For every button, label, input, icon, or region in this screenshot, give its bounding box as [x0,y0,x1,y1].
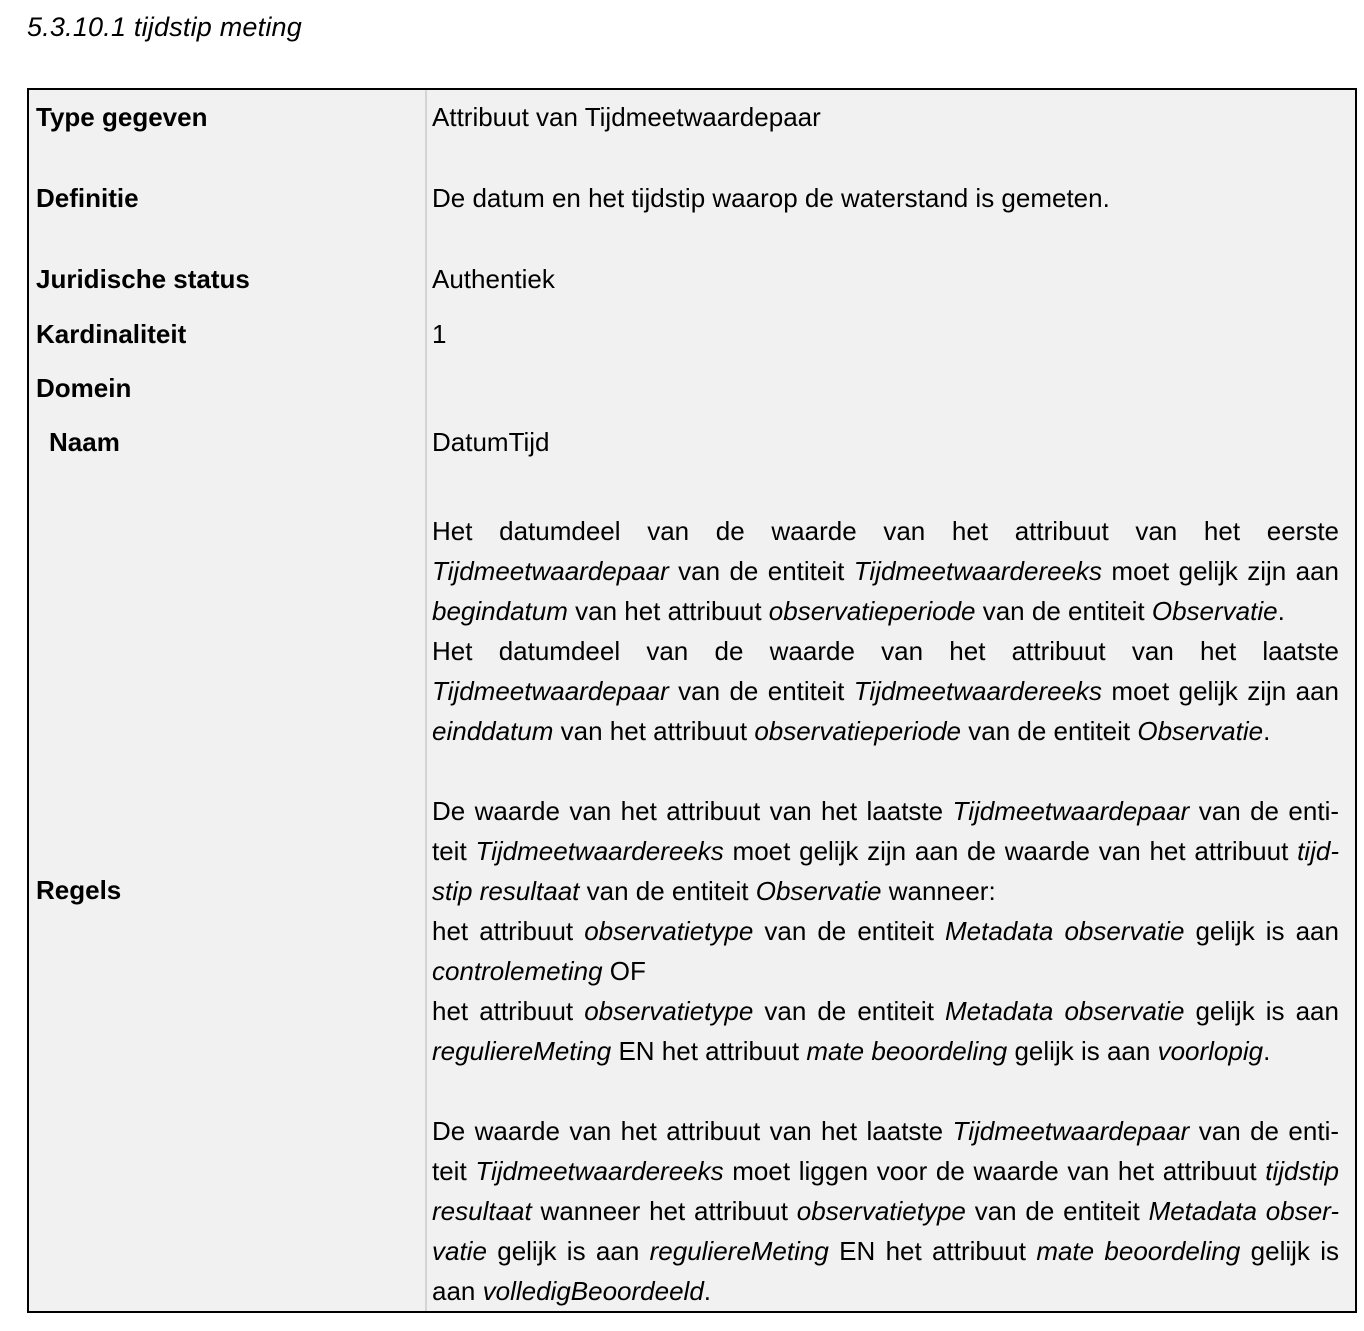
row-label-text: Naam [49,427,120,457]
italic-term: Tijdmeetwaardepaar [432,556,669,586]
regels-text: moet gelijk zijn aan de waarde van het attribuut [723,836,1298,866]
regels-text: gelijk is aan [1184,916,1339,946]
italic-term: Observatie [1151,596,1278,626]
italic-term: tijd- [1297,836,1339,866]
regels-text: Het datumdeel van de waarde van het attribuut van het eerste [432,516,1339,546]
italic-term: observatieperiode [754,716,962,746]
regels-line [432,551,1339,591]
regels-text: gelijk is aan [1007,1036,1158,1066]
italic-term: resultaat [432,1196,532,1226]
regels-text: EN het attribuut [611,1036,807,1066]
italic-term: Tijdmeetwaardereeks [475,1156,724,1186]
regels-text: van de enti- [1189,796,1340,826]
regels-line [432,1271,1339,1311]
regels-text: gelijk is aan [486,1236,650,1266]
regels-text: moet gelijk zijn aan [1102,676,1340,706]
attribute-spec-table [27,88,1357,1313]
italic-term: voorlopig [1157,1036,1264,1066]
regels-line [432,711,1339,751]
row-value-type-gegeven [427,90,1355,144]
regels-line [432,1031,1339,1071]
row-label-text: Definitie [36,183,139,213]
regels-line [432,631,1339,671]
regels-text: van de entiteit [753,916,945,946]
row-label-juridische-status [29,252,427,306]
regels-line [432,511,1339,551]
section-heading: 5.3.10.1 tijdstip meting [27,12,302,42]
row-label-text: Regels [36,875,122,905]
row-label-kardinaliteit [29,306,427,361]
regels-line [432,831,1339,871]
row-value-juridische-status [427,252,1355,306]
italic-term: mate beoordeling [1036,1236,1241,1266]
row-value-definitie [427,144,1355,252]
regels-text: van de entiteit [668,556,854,586]
regels-line [432,1111,1339,1151]
italic-term: begindatum [432,596,568,626]
italic-term: Tijdmeetwaardepaar [952,796,1190,826]
row-value-kardinaliteit [427,306,1355,361]
italic-term: observatietype [584,996,754,1026]
regels-text: De waarde van het attribuut van het laatste [432,1116,953,1146]
regels-text: van de entiteit [965,1196,1149,1226]
row-label-type-gegeven [29,90,427,144]
regels-line [432,1231,1339,1271]
regels-text: EN het attribuut [828,1236,1037,1266]
row-value-regels [427,469,1355,1311]
regels-text: wanneer het attribuut [531,1196,797,1226]
italic-term: controlemeting [432,956,603,986]
italic-term: Tijdmeetwaardereeks [475,836,724,866]
regels-line [432,911,1339,951]
row-value-text: Attribuut van Tijdmeetwaardepaar [432,102,821,132]
italic-term: Tijdmeetwaardepaar [432,676,669,706]
regels-text: . [703,1276,712,1306]
regels-text: . [1277,596,1285,626]
regels-text: van de entiteit [579,876,756,906]
italic-term: reguliereMeting [432,1036,612,1066]
regels-line [432,1191,1339,1231]
row-label-text: Juridische status [36,264,250,294]
italic-term: Metadata obser- [1148,1196,1339,1226]
regels-paragraph [432,791,1339,1071]
row-value-text: DatumTijd [432,427,550,457]
row-value-text: Authentiek [432,264,555,294]
regels-text: van de entiteit [753,996,945,1026]
italic-term: stip resultaat [432,876,580,906]
regels-line [432,951,1339,991]
italic-term: reguliereMeting [649,1236,829,1266]
regels-text: van de entiteit [668,676,854,706]
regels-line [432,871,1339,911]
regels-text: teit [432,1156,476,1186]
italic-term: observatietype [584,916,754,946]
regels-text: moet liggen voor de waarde van het attribuut [723,1156,1266,1186]
regels-text: De waarde van het attribuut van het laatste [432,796,953,826]
row-label-text: Domein [36,373,132,403]
regels-text: van het attribuut [567,596,769,626]
regels-line [432,1151,1339,1191]
italic-term: observatieperiode [768,596,976,626]
regels-paragraph [432,511,1339,751]
regels-line [432,671,1339,711]
italic-term: Observatie [1137,716,1264,746]
italic-term: Metadata observatie [944,916,1185,946]
regels-text: het attribuut [432,996,585,1026]
regels-text: . [1263,1036,1271,1066]
italic-term: Tijdmeetwaardepaar [952,1116,1190,1146]
row-label-text: Kardinaliteit [36,318,187,349]
row-label-naam [29,415,427,469]
regels-text: gelijk is [1240,1236,1339,1266]
regels-text: OF [602,956,646,986]
italic-term: Metadata observatie [944,996,1185,1026]
regels-text: aan [432,1276,483,1306]
italic-term: mate beoordeling [806,1036,1008,1066]
regels-text: van de entiteit [961,716,1138,746]
row-value-domein [427,361,1355,415]
italic-term: tijdstip [1265,1156,1339,1186]
italic-term: vatie [432,1236,487,1266]
row-label-domein [29,361,427,415]
italic-term: observatietype [796,1196,966,1226]
regels-paragraph [432,1111,1339,1311]
italic-term: Tijdmeetwaardereeks [853,556,1103,586]
regels-text: wanneer: [881,876,996,906]
italic-term: einddatum [432,716,554,746]
row-value-naam [427,415,1355,469]
regels-line [432,591,1339,631]
regels-text: van de enti- [1189,1116,1340,1146]
regels-text: het attribuut [432,916,585,946]
italic-term: volledigBeoordeeld [482,1276,704,1306]
row-label-text: Type gegeven [36,102,208,132]
regels-line [432,991,1339,1031]
regels-text: van het attribuut [553,716,755,746]
row-label-regels [29,469,427,1311]
row-value-text: De datum en het tijdstip waarop de waterstand is gemeten. [432,183,1110,213]
regels-text: moet gelijk zijn aan [1102,556,1340,586]
regels-text: Het datumdeel van de waarde van het attribuut van het laatste [432,636,1339,666]
regels-text: gelijk is aan [1184,996,1339,1026]
row-label-definitie [29,144,427,252]
italic-term: Tijdmeetwaardereeks [853,676,1103,706]
regels-text: teit [432,836,476,866]
row-value-text: 1 [432,318,447,349]
regels-line [432,791,1339,831]
regels-text: van de entiteit [975,596,1152,626]
italic-term: Observatie [755,876,882,906]
regels-text: . [1263,716,1271,746]
